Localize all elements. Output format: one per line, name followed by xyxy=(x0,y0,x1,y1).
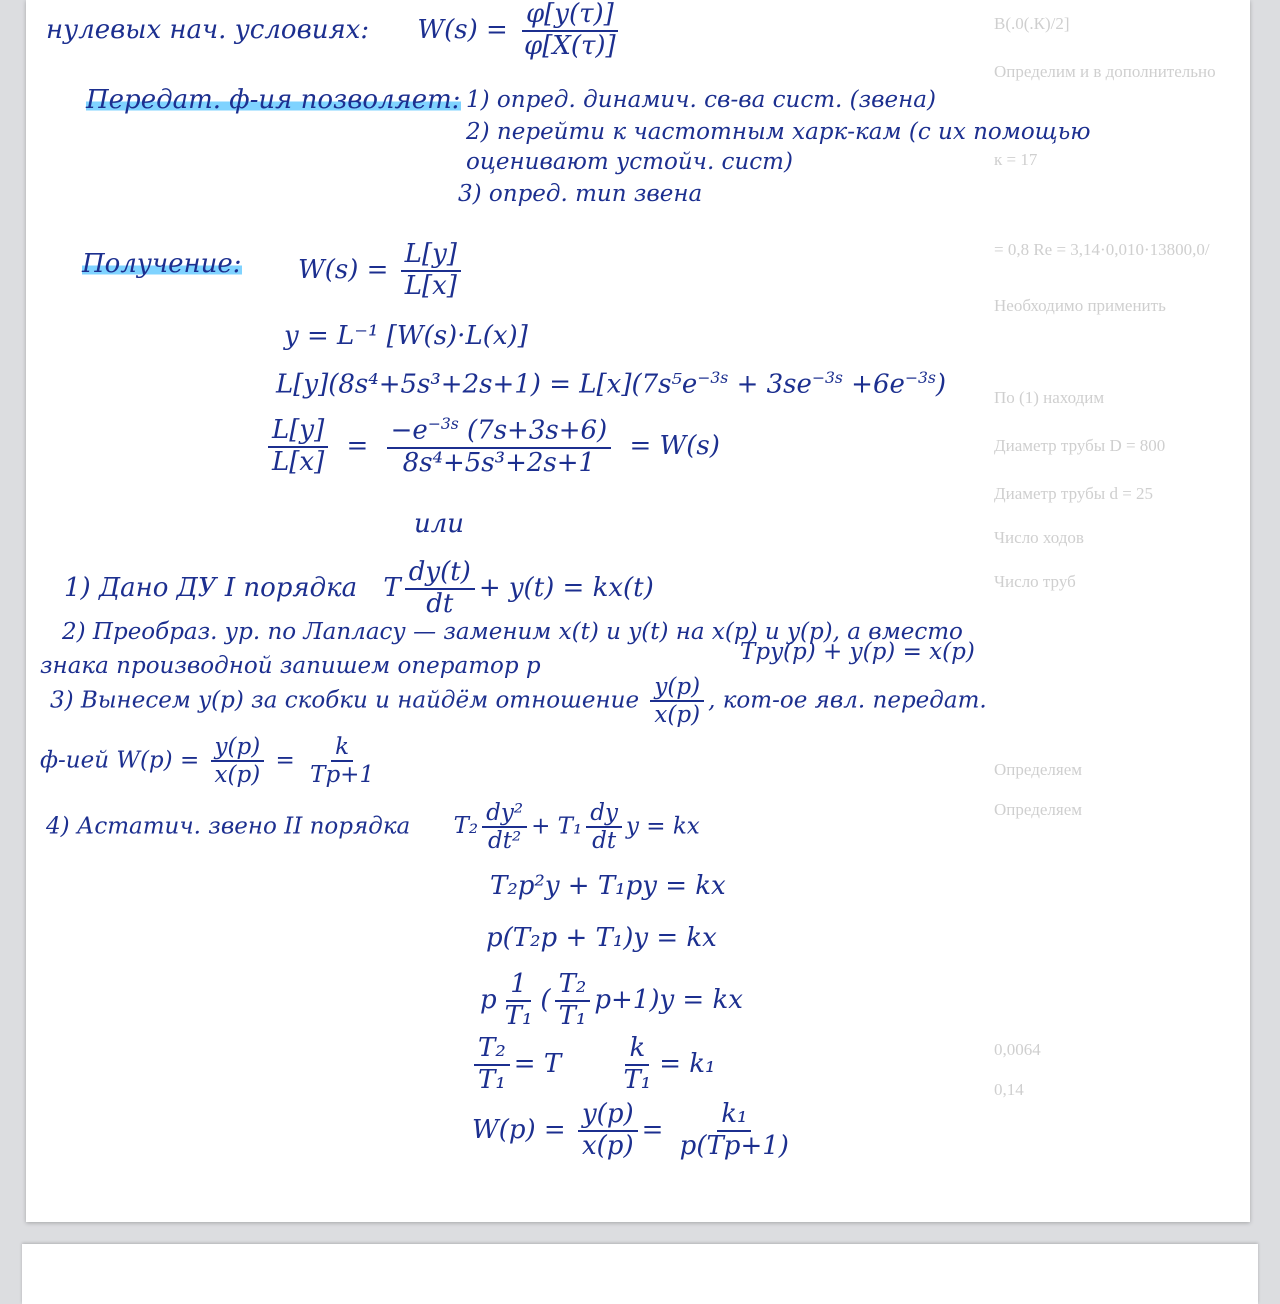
next-page-edge xyxy=(22,1244,1258,1304)
eq-left: L[y](8s⁴+5s³+2s+1) = L[x](7s⁵e xyxy=(276,369,698,400)
step-2-line-1: 2) Преобраз. ур. по Лапласу — заменим x(t) и y(t) на x(p) и y(p), а вместо xyxy=(62,619,963,645)
ratio-fraction xyxy=(268,416,328,478)
final-frac-1 xyxy=(578,1100,638,1162)
transfer-label xyxy=(86,86,461,115)
deriv3-n1: 1 xyxy=(506,970,531,1002)
ghost-line: Определяем xyxy=(994,800,1082,819)
final-eq: = xyxy=(641,1114,664,1145)
step-1-T: T xyxy=(383,572,401,603)
ghost-line: Необходимо применить xyxy=(994,296,1166,315)
derivation-line-2: p(T₂p + T₁)y = kx xyxy=(486,923,717,953)
obtain-label xyxy=(82,250,242,279)
ghost-line: 0,14 xyxy=(994,1080,1024,1099)
ghost-line: Число ходов xyxy=(994,528,1084,547)
step-3-yx-fraction xyxy=(211,734,265,789)
eq-mid: + 3se xyxy=(736,369,812,400)
phi-denominator: φ[X(τ)] xyxy=(524,30,616,61)
zero-conditions-text: нулевых нач. условиях: xyxy=(46,14,370,45)
step-4-n2: dy xyxy=(586,800,622,828)
step-3-k-num: k xyxy=(331,734,353,762)
step-3-text: 3) Вынесем y(p) за скобки и найдём отношение xyxy=(50,687,640,714)
deriv3-d2: T₁ xyxy=(558,1000,587,1031)
step-2-equation: Tpy(p) + y(p) = x(p) xyxy=(740,639,975,665)
step-3-equals: = xyxy=(275,747,295,774)
deriv3-p: p xyxy=(480,984,497,1015)
step-1-den: dt xyxy=(426,588,454,619)
eq-exp-1: −3s xyxy=(697,369,729,387)
transfer-item-1: 1) опред. динамич. св-ва сист. (звена) xyxy=(466,87,936,113)
deriv3-tail: p+1)y = kx xyxy=(594,984,743,1015)
transfer-item-3: 3) опред. тип звена xyxy=(458,181,703,207)
step-3-k-fraction xyxy=(306,734,378,789)
eq-exp-2: −3s xyxy=(811,369,843,387)
rhs-eq-w: = W(s) xyxy=(629,431,720,462)
rhs-num xyxy=(387,416,612,449)
deriv3-open: ( xyxy=(540,984,551,1015)
or-word: или xyxy=(414,509,465,539)
deriv4-n2: k xyxy=(625,1034,649,1066)
final-d2: p(Tp+1) xyxy=(679,1130,789,1161)
step-3-tail: , кот-ое явл. передат. xyxy=(708,687,987,714)
step-4-first-derivative xyxy=(586,800,622,855)
w-of-s-label: W(s) = xyxy=(417,14,508,45)
deriv4-n1: T₂ xyxy=(474,1034,510,1066)
step-3-w-label: ф-ией W(p) = xyxy=(40,747,200,774)
ratio-equals: = xyxy=(346,431,369,462)
deriv4-d1: T₁ xyxy=(478,1064,506,1095)
ghost-line: Диаметр трубы D = 800 xyxy=(994,436,1166,455)
derivation-line-4 xyxy=(470,1034,715,1096)
deriv4-eqT: = T xyxy=(513,1048,562,1079)
final-frac-2 xyxy=(676,1100,793,1162)
eq-exp-3: −3s xyxy=(904,369,936,387)
final-d1: x(p) xyxy=(582,1130,634,1161)
step-3-yx-num: y(p) xyxy=(211,734,265,762)
transfer-label-text: Передат. ф-ия позволяет: xyxy=(86,85,461,115)
step-3-yx-den: x(p) xyxy=(214,762,261,789)
step-3-num: y(p) xyxy=(650,674,704,702)
ghost-line: В(.0(.К)/2] xyxy=(994,14,1070,33)
eq-close: ) xyxy=(935,369,947,400)
ghost-line: Определяем xyxy=(994,760,1082,779)
final-transfer-function xyxy=(472,1100,797,1162)
step-4-tail: y = kx xyxy=(625,813,700,840)
deriv4-d2: T₁ xyxy=(623,1064,652,1095)
step-4-text: 4) Астатич. звено II порядка xyxy=(46,813,411,840)
deriv4-frac-2 xyxy=(619,1034,655,1096)
rhs-num-exp: −3s xyxy=(427,415,459,433)
step-4 xyxy=(46,800,700,855)
deriv4-eqk: = k₁ xyxy=(659,1048,716,1079)
step-1-rest: + y(t) = kx(t) xyxy=(478,572,654,603)
bleed-through-text xyxy=(974,0,1250,1222)
step-1-text: 1) Дано ДУ I порядка xyxy=(64,572,358,603)
ratio-num: L[y] xyxy=(268,416,328,448)
deriv3-frac-2 xyxy=(555,970,591,1032)
step-2-line-2: знака производной запишем оператор p xyxy=(40,653,541,679)
w-def-fraction xyxy=(401,240,461,302)
step-4-n1: dy² xyxy=(482,800,527,828)
w-def-den: L[x] xyxy=(404,270,457,301)
ratio-den: L[x] xyxy=(272,447,325,478)
notebook-page xyxy=(26,0,1250,1222)
ghost-line: Определим и в дополнительно xyxy=(994,62,1216,81)
final-n2: k₁ xyxy=(717,1100,751,1132)
laplace-image-equation xyxy=(276,370,946,399)
rhs-num-a: −e xyxy=(390,415,428,446)
derivation-line-1: T₂p²y + T₁py = kx xyxy=(490,871,726,901)
ghost-line: к = 17 xyxy=(994,150,1038,169)
ghost-line: По (1) находим xyxy=(994,388,1105,407)
rhs-den: 8s⁴+5s³+2s+1 xyxy=(402,447,596,478)
w-def-lhs: W(s) = xyxy=(298,254,389,285)
rhs-num-b: (7s+3s+6) xyxy=(467,415,608,446)
inverse-laplace-equation: y = L⁻¹ [W(s)·L(x)] xyxy=(284,321,528,351)
step-3-k-den: Tp+1 xyxy=(310,762,375,789)
obtain-label-text: Получение: xyxy=(82,249,242,279)
ratio-equation xyxy=(264,416,720,478)
ghost-line: Число труб xyxy=(994,572,1076,591)
w-def-num: L[y] xyxy=(401,240,461,272)
step-3-fraction xyxy=(650,674,704,729)
step-3-den: x(p) xyxy=(654,702,701,729)
step-4-plus: + T₁ xyxy=(531,813,583,840)
w-def-equation xyxy=(298,240,465,302)
transfer-item-2: 2) перейти к частотным харк-кам (с их помощью xyxy=(466,119,1091,145)
step-1-num: dy(t) xyxy=(405,558,475,590)
step-4-d1: dt² xyxy=(488,828,522,855)
final-lhs: W(p) = xyxy=(472,1114,566,1145)
ghost-line: = 0,8 Re = 3,14·0,010·13800,0/ xyxy=(994,240,1210,259)
phi-numerator: φ[y(τ)] xyxy=(522,0,618,32)
step-1-derivative xyxy=(405,558,475,620)
step-4-d2: dt xyxy=(592,828,617,855)
step-1 xyxy=(64,558,654,620)
deriv3-frac-1 xyxy=(501,970,537,1032)
ghost-line: 0,0064 xyxy=(994,1040,1041,1059)
deriv4-frac-1 xyxy=(474,1034,510,1096)
eq-end: +6e xyxy=(851,369,905,400)
step-4-second-derivative xyxy=(482,800,527,855)
transfer-item-2-cont: оценивают устойч. сист) xyxy=(466,149,793,175)
step-3-result xyxy=(40,734,382,789)
rhs-fraction xyxy=(387,416,612,478)
step-3 xyxy=(50,674,987,729)
derivation-line-3 xyxy=(480,970,743,1032)
final-n1: y(p) xyxy=(578,1100,638,1132)
ghost-line: Диаметр трубы d = 25 xyxy=(994,484,1154,503)
deriv3-n2: T₂ xyxy=(555,970,591,1002)
zero-conditions-line xyxy=(46,0,624,62)
step-4-T2: T₂ xyxy=(453,813,479,840)
deriv3-d1: T₁ xyxy=(504,1000,533,1031)
phi-fraction xyxy=(520,0,620,62)
